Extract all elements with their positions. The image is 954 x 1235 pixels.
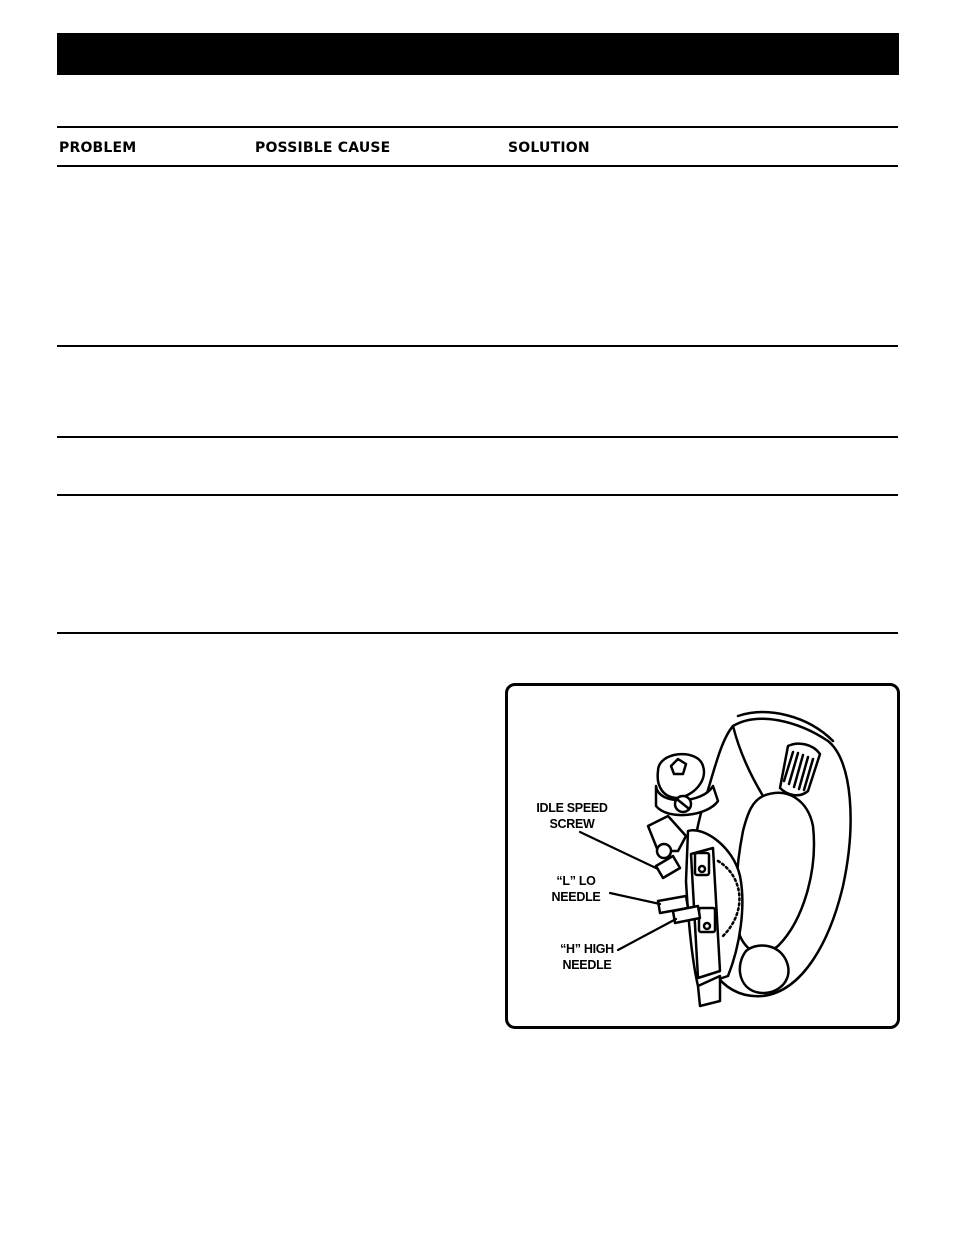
page-title-bar xyxy=(57,33,899,75)
idle-speed-leader xyxy=(580,832,658,869)
table-row-divider-3 xyxy=(57,494,898,496)
l-lo-needle-label xyxy=(544,873,608,905)
idle-speed-label-line1: IDLE SPEED xyxy=(536,801,608,815)
idle-speed-label-line2: SCREW xyxy=(549,817,595,831)
l-lo-needle-label-line2: NEEDLE xyxy=(551,890,601,904)
l-lo-needle-label-line1: “L” LO xyxy=(556,874,596,888)
table-row-divider-1 xyxy=(57,345,898,347)
column-header-possible-cause: POSSIBLE CAUSE xyxy=(255,140,391,156)
h-high-needle-label xyxy=(554,941,620,973)
table-header-rule xyxy=(57,165,898,167)
idle-speed-screw-label xyxy=(532,800,612,832)
idle-speed-screw xyxy=(656,856,680,878)
table-bottom-rule xyxy=(57,632,898,634)
h-high-needle-leader xyxy=(618,919,676,950)
carburetor-illustration xyxy=(508,686,897,1026)
column-header-solution: SOLUTION xyxy=(508,140,590,156)
l-lo-needle-leader xyxy=(610,893,660,904)
h-high-needle-label-line1: “H” HIGH xyxy=(560,942,614,956)
table-header-row xyxy=(57,128,898,166)
handle-bottom-knob xyxy=(740,946,789,993)
carburetor-figure xyxy=(505,683,900,1029)
column-header-problem: PROBLEM xyxy=(59,140,137,156)
h-high-needle-label-line2: NEEDLE xyxy=(562,958,612,972)
table-row-divider-2 xyxy=(57,436,898,438)
